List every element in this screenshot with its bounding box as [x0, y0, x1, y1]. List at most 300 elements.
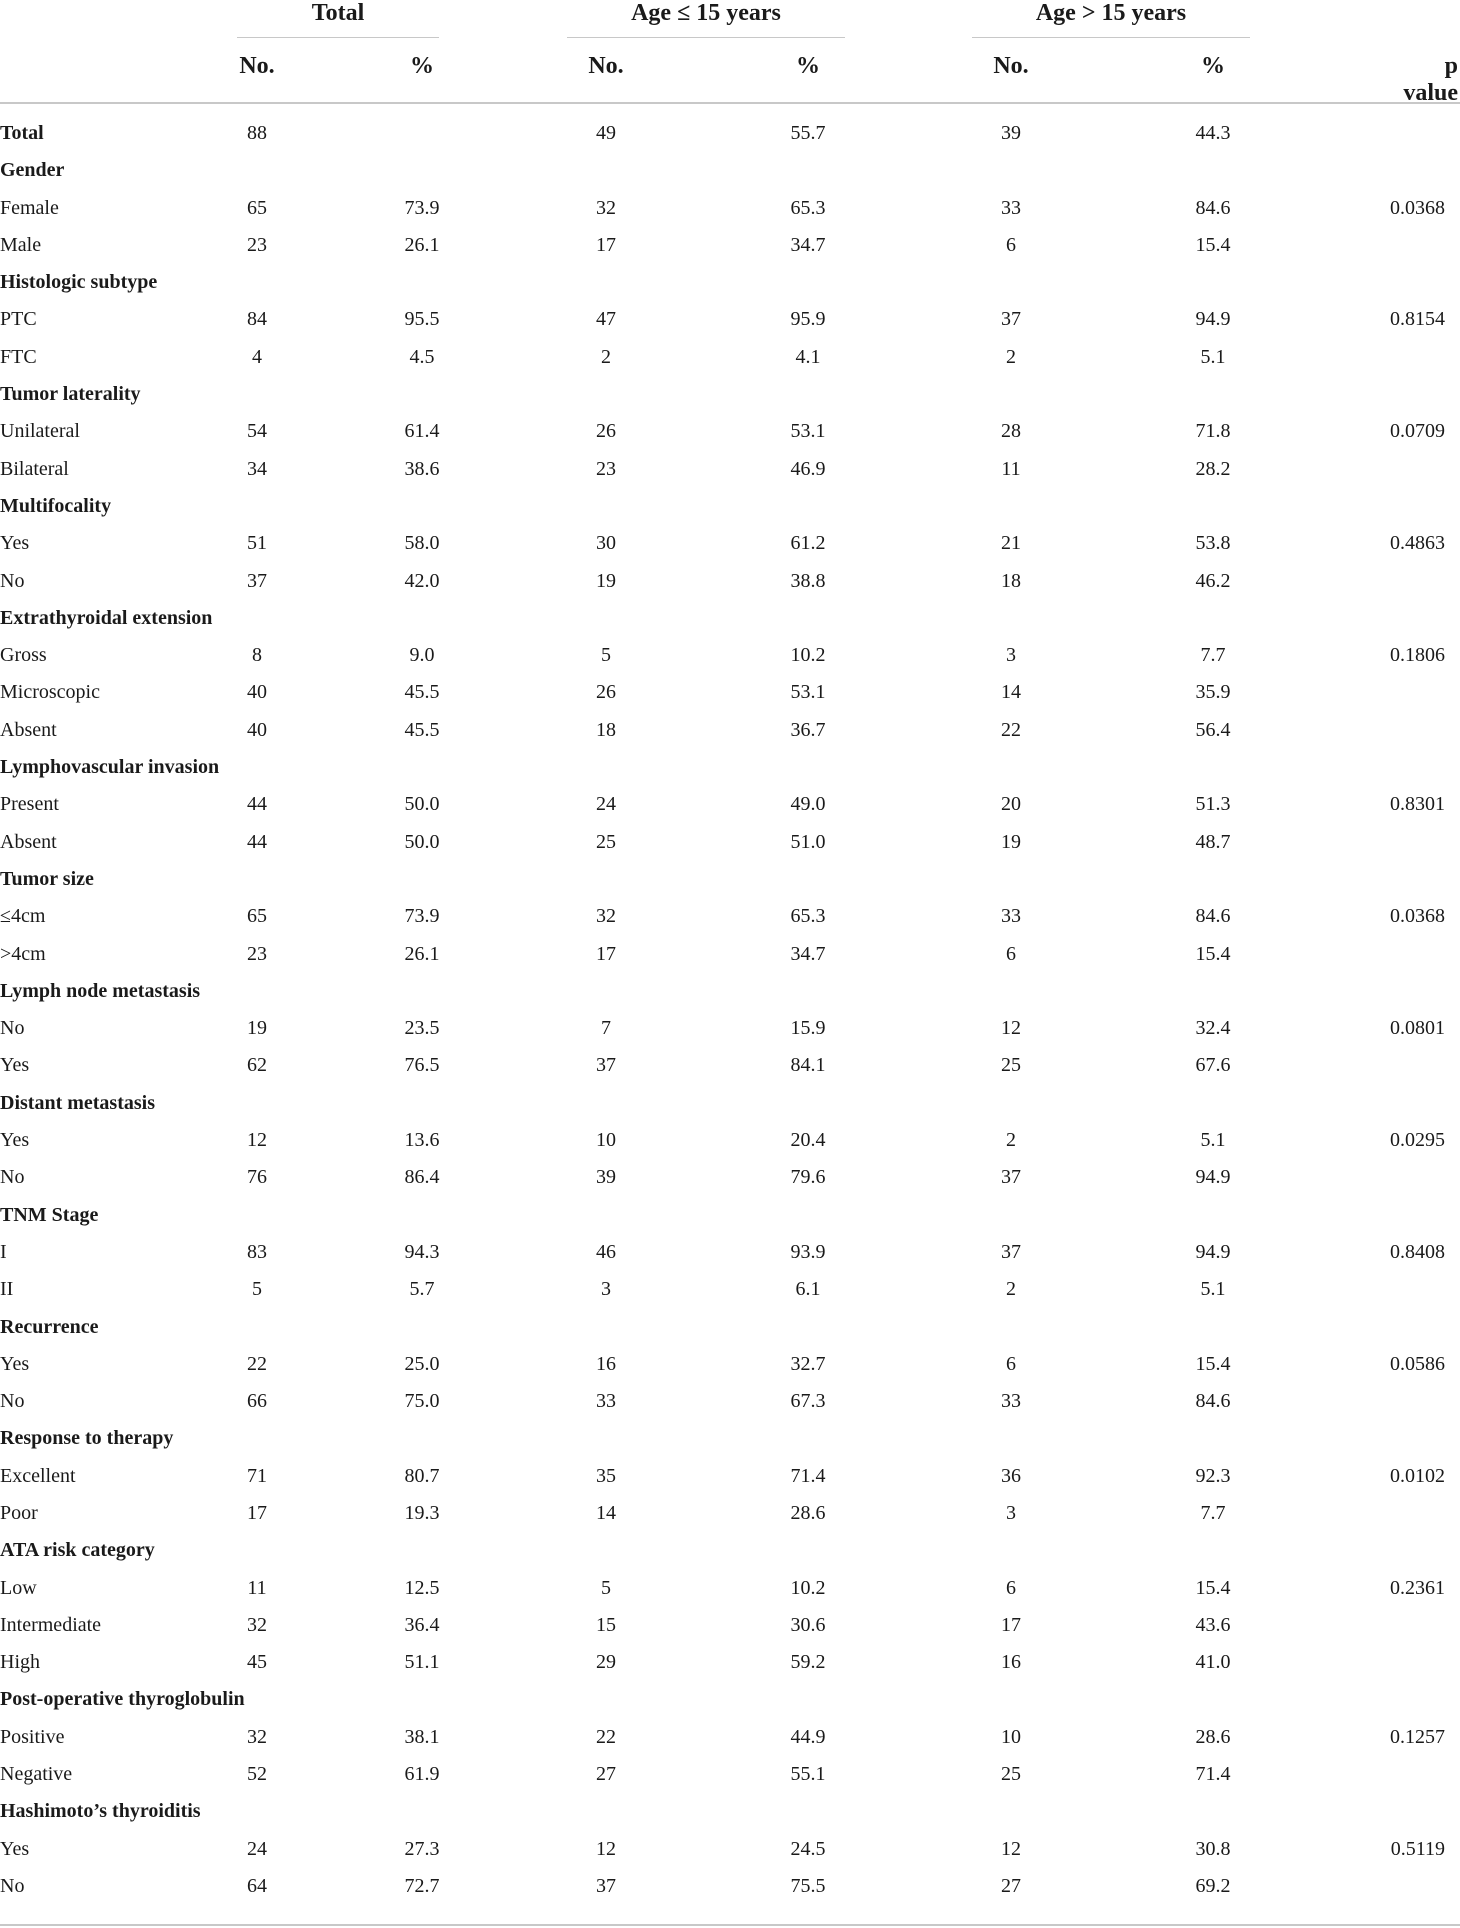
cell-total-pct: 38.1 [404, 1725, 440, 1748]
cell-old-no: 2 [1006, 1278, 1016, 1301]
cell-young-no: 10 [596, 1129, 616, 1152]
cell-young-pct: 4.1 [795, 345, 821, 368]
category-row [0, 1309, 1460, 1346]
cell-total-pct: 75.0 [404, 1390, 440, 1413]
cell-old-pct: 71.4 [1195, 1763, 1231, 1786]
cell-p-value: 0.0709 [1390, 420, 1445, 443]
cell-total-pct: 4.5 [409, 345, 435, 368]
cell-total-pct: 12.5 [404, 1576, 440, 1599]
cell-p-value: 0.0586 [1390, 1352, 1445, 1375]
cell-total-pct: 19.3 [404, 1501, 440, 1524]
table-row [0, 637, 1460, 674]
category-row [0, 1197, 1460, 1234]
header-young-pct: % [796, 53, 820, 79]
table-row [0, 786, 1460, 823]
row-label: Total [0, 122, 44, 144]
header-old-pct: % [1201, 53, 1225, 79]
cell-young-no: 32 [596, 196, 616, 219]
row-label: Female [0, 196, 59, 219]
category-row [0, 1420, 1460, 1457]
cell-total-pct: 61.9 [404, 1763, 440, 1786]
cell-total-no: 84 [247, 308, 267, 331]
cell-young-no: 37 [596, 1874, 616, 1897]
table-row [0, 1719, 1460, 1756]
cell-young-pct: 65.3 [790, 196, 826, 219]
cell-total-no: 83 [247, 1240, 267, 1263]
cell-young-pct: 34.7 [790, 942, 826, 965]
cell-old-no: 14 [1001, 681, 1021, 704]
row-label: Absent [0, 830, 57, 853]
cell-total-pct: 45.5 [404, 681, 440, 704]
cell-total-no: 24 [247, 1837, 267, 1860]
cell-old-pct: 46.2 [1195, 569, 1231, 592]
category-label: Lymphovascular invasion [0, 756, 220, 779]
row-label: ≤4cm [0, 905, 46, 928]
cell-young-pct: 61.2 [790, 532, 826, 555]
row-label: High [0, 1651, 40, 1674]
cell-young-no: 23 [596, 457, 616, 480]
cell-old-no: 37 [1001, 308, 1021, 331]
category-row [0, 1085, 1460, 1122]
cell-old-pct: 15.4 [1195, 1352, 1231, 1375]
cell-old-pct: 32.4 [1195, 1017, 1231, 1040]
cell-young-no: 39 [596, 1166, 616, 1189]
cell-young-pct: 53.1 [790, 420, 826, 443]
category-row [0, 152, 1460, 189]
category-label: Hashimoto’s thyroiditis [0, 1800, 201, 1823]
header-total-pct: % [410, 53, 434, 79]
table-row [0, 413, 1460, 450]
cell-total-pct: 95.5 [404, 308, 440, 331]
cell-old-no: 37 [1001, 1166, 1021, 1189]
cell-young-pct: 10.2 [790, 644, 826, 667]
row-label: I [0, 1240, 7, 1263]
table-row [0, 1383, 1460, 1420]
category-label: Response to therapy [0, 1427, 174, 1450]
table-row [0, 563, 1460, 600]
cell-total-no: 12 [247, 1129, 267, 1152]
cell-total-pct: 61.4 [404, 420, 440, 443]
cell-total-pct: 42.0 [404, 569, 440, 592]
cell-p-value: 0.8301 [1390, 793, 1445, 816]
row-label: Positive [0, 1725, 65, 1748]
cell-total-no: 62 [247, 1054, 267, 1077]
cell-young-no: 35 [596, 1464, 616, 1487]
cell-young-no: 24 [596, 793, 616, 816]
cell-total-pct: 25.0 [404, 1352, 440, 1375]
cell-old-pct: 92.3 [1195, 1464, 1231, 1487]
row-label: No [0, 1390, 25, 1413]
cell-young-pct: 84.1 [790, 1054, 826, 1077]
table-row [0, 712, 1460, 749]
cell-total-no: 44 [247, 793, 267, 816]
category-row [0, 973, 1460, 1010]
cell-young-pct: 49.0 [790, 793, 826, 816]
table-row [0, 227, 1460, 264]
cell-total-no: 45 [247, 1651, 267, 1674]
table-row [0, 1122, 1460, 1159]
cell-p-value: 0.1806 [1390, 644, 1445, 667]
cell-old-pct: 48.7 [1195, 830, 1231, 853]
cell-old-pct: 94.9 [1195, 1240, 1231, 1263]
cell-total-no: 11 [247, 1576, 267, 1599]
cell-p-value: 0.4863 [1390, 532, 1445, 555]
cell-young-pct: 34.7 [790, 233, 826, 256]
cell-old-no: 20 [1001, 793, 1021, 816]
cell-total-no: 40 [247, 718, 267, 741]
row-label: Yes [0, 1837, 30, 1860]
row-label: No [0, 1874, 25, 1897]
cell-old-no: 6 [1006, 233, 1016, 256]
cell-old-pct: 69.2 [1195, 1874, 1231, 1897]
cell-old-pct: 5.1 [1200, 1129, 1226, 1152]
cell-total-no: 17 [247, 1501, 267, 1524]
cell-total-pct: 23.5 [404, 1017, 440, 1040]
cell-young-pct: 65.3 [790, 905, 826, 928]
header-group-total-line [237, 37, 439, 38]
cell-young-no: 7 [601, 1017, 611, 1040]
cell-total-pct: 38.6 [404, 457, 440, 480]
cell-old-pct: 30.8 [1195, 1837, 1231, 1860]
table-row [0, 936, 1460, 973]
cell-old-no: 39 [1001, 122, 1021, 144]
table-row [0, 301, 1460, 338]
category-row [0, 749, 1460, 786]
table-row [0, 1159, 1460, 1196]
row-label: Yes [0, 532, 30, 555]
cell-total-no: 71 [247, 1464, 267, 1487]
row-label: No [0, 569, 25, 592]
cell-old-no: 11 [1001, 457, 1021, 480]
cell-young-pct: 20.4 [790, 1129, 826, 1152]
cell-p-value: 0.8408 [1390, 1240, 1445, 1263]
category-row [0, 264, 1460, 301]
cell-total-no: 8 [252, 644, 262, 667]
category-row [0, 1793, 1460, 1830]
cell-old-pct: 43.6 [1195, 1613, 1231, 1636]
cell-young-no: 3 [601, 1278, 611, 1301]
cell-old-no: 2 [1006, 345, 1016, 368]
cell-old-pct: 53.8 [1195, 532, 1231, 555]
table-row [0, 674, 1460, 711]
cell-total-pct: 51.1 [404, 1651, 440, 1674]
cell-old-no: 12 [1001, 1837, 1021, 1860]
cell-p-value: 0.2361 [1390, 1576, 1445, 1599]
cell-total-no: 54 [247, 420, 267, 443]
cell-total-no: 51 [247, 532, 267, 555]
cell-young-pct: 6.1 [795, 1278, 821, 1301]
cell-young-pct: 38.8 [790, 569, 826, 592]
cell-young-no: 5 [601, 644, 611, 667]
cell-young-no: 30 [596, 532, 616, 555]
cell-old-no: 2 [1006, 1129, 1016, 1152]
cell-young-pct: 46.9 [790, 457, 826, 480]
category-label: Distant metastasis [0, 1091, 155, 1114]
cell-old-pct: 84.6 [1195, 1390, 1231, 1413]
cell-old-no: 6 [1006, 942, 1016, 965]
cell-total-no: 76 [247, 1166, 267, 1189]
cell-total-no: 5 [252, 1278, 262, 1301]
cell-young-pct: 24.5 [790, 1837, 826, 1860]
row-label: >4cm [0, 942, 46, 965]
category-label: Gender [0, 159, 65, 182]
cell-total-pct: 58.0 [404, 532, 440, 555]
cell-old-pct: 71.8 [1195, 420, 1231, 443]
cell-old-no: 6 [1006, 1352, 1016, 1375]
cell-total-pct: 72.7 [404, 1874, 440, 1897]
cell-p-value: 0.0295 [1390, 1129, 1445, 1152]
cell-young-pct: 59.2 [790, 1651, 826, 1674]
cell-young-no: 37 [596, 1054, 616, 1077]
table-row [0, 1047, 1460, 1084]
cell-young-no: 5 [601, 1576, 611, 1599]
category-label: TNM Stage [0, 1203, 99, 1226]
cell-p-value: 0.0102 [1390, 1464, 1445, 1487]
cell-total-pct: 94.3 [404, 1240, 440, 1263]
cell-total-no: 23 [247, 942, 267, 965]
cell-young-no: 29 [596, 1651, 616, 1674]
cell-young-no: 27 [596, 1763, 616, 1786]
cell-total-no: 52 [247, 1763, 267, 1786]
cell-total-pct: 76.5 [404, 1054, 440, 1077]
cell-old-pct: 15.4 [1195, 1576, 1231, 1599]
cell-young-pct: 30.6 [790, 1613, 826, 1636]
cell-total-pct: 26.1 [404, 942, 440, 965]
category-label: Tumor laterality [0, 383, 141, 406]
cell-total-pct: 73.9 [404, 196, 440, 219]
cell-total-pct: 50.0 [404, 830, 440, 853]
cell-total-pct: 86.4 [404, 1166, 440, 1189]
row-label: FTC [0, 345, 37, 368]
cell-old-no: 21 [1001, 532, 1021, 555]
header-rule [0, 102, 1460, 104]
cell-total-no: 4 [252, 345, 262, 368]
cell-total-no: 32 [247, 1613, 267, 1636]
cell-old-no: 33 [1001, 1390, 1021, 1413]
category-row [0, 600, 1460, 637]
table-row [0, 1346, 1460, 1383]
cell-young-no: 17 [596, 942, 616, 965]
cell-total-no: 44 [247, 830, 267, 853]
cell-old-no: 3 [1006, 1501, 1016, 1524]
header-group-age-le-15-line [567, 37, 845, 38]
table-row [0, 1644, 1460, 1681]
table-row [0, 1570, 1460, 1607]
cell-young-no: 2 [601, 345, 611, 368]
table-row [0, 1831, 1460, 1868]
table-row [0, 1495, 1460, 1532]
cell-total-pct: 50.0 [404, 793, 440, 816]
cell-total-no: 23 [247, 233, 267, 256]
category-row [0, 1532, 1460, 1569]
cell-young-no: 14 [596, 1501, 616, 1524]
cell-total-pct: 36.4 [404, 1613, 440, 1636]
cell-young-no: 26 [596, 420, 616, 443]
cell-total-pct: 27.3 [404, 1837, 440, 1860]
cell-total-no: 22 [247, 1352, 267, 1375]
cell-old-no: 19 [1001, 830, 1021, 853]
row-label: Excellent [0, 1464, 76, 1487]
category-row [0, 376, 1460, 413]
cell-old-no: 10 [1001, 1725, 1021, 1748]
cell-old-pct: 28.2 [1195, 457, 1231, 480]
cell-young-pct: 32.7 [790, 1352, 826, 1375]
cell-old-no: 33 [1001, 196, 1021, 219]
cell-young-pct: 10.2 [790, 1576, 826, 1599]
row-label: Unilateral [0, 420, 80, 443]
cell-young-pct: 95.9 [790, 308, 826, 331]
cell-young-pct: 28.6 [790, 1501, 826, 1524]
row-label: Intermediate [0, 1613, 102, 1636]
cell-old-no: 22 [1001, 718, 1021, 741]
cell-p-value: 0.1257 [1390, 1725, 1445, 1748]
cell-young-pct: 67.3 [790, 1390, 826, 1413]
row-label: Male [0, 233, 42, 256]
category-label: Histologic subtype [0, 271, 158, 294]
row-label: Microscopic [0, 681, 100, 704]
table-row [0, 525, 1460, 562]
cell-young-pct: 75.5 [790, 1874, 826, 1897]
row-label: II [0, 1278, 14, 1301]
table-bottom-rule [0, 1924, 1460, 1926]
row-label: Low [0, 1576, 37, 1599]
table-row [0, 824, 1460, 861]
category-label: Multifocality [0, 494, 112, 517]
cell-total-pct: 73.9 [404, 905, 440, 928]
category-label: Tumor size [0, 867, 94, 890]
cell-total-no: 88 [247, 122, 267, 144]
header-group-age-gt-15-line [972, 37, 1250, 38]
category-label: ATA risk category [0, 1539, 155, 1562]
cell-total-pct: 80.7 [404, 1464, 440, 1487]
cell-old-pct: 67.6 [1195, 1054, 1231, 1077]
cell-total-pct: 9.0 [409, 644, 435, 667]
row-label: Gross [0, 644, 47, 667]
header-group-total: Total [311, 0, 365, 26]
cell-old-no: 28 [1001, 420, 1021, 443]
category-label: Recurrence [0, 1315, 99, 1338]
table-row [0, 1271, 1460, 1308]
table-row [0, 1234, 1460, 1271]
category-label: Post-operative thyroglobulin [0, 1688, 245, 1711]
cell-young-no: 33 [596, 1390, 616, 1413]
cell-young-no: 32 [596, 905, 616, 928]
cell-p-value: 0.8154 [1390, 308, 1445, 331]
row-label: PTC [0, 308, 37, 331]
cell-old-pct: 7.7 [1200, 1501, 1226, 1524]
category-row [0, 488, 1460, 525]
cell-young-pct: 53.1 [790, 681, 826, 704]
cell-p-value: 0.5119 [1390, 1837, 1445, 1860]
cell-young-no: 18 [596, 718, 616, 741]
cell-old-no: 25 [1001, 1763, 1021, 1786]
cell-old-pct: 84.6 [1195, 905, 1231, 928]
table-row [0, 451, 1460, 488]
cell-young-no: 49 [596, 122, 616, 144]
cell-young-no: 25 [596, 830, 616, 853]
cell-old-pct: 41.0 [1195, 1651, 1231, 1674]
row-label: Yes [0, 1129, 30, 1152]
cell-old-pct: 5.1 [1200, 1278, 1226, 1301]
cell-p-value: 0.0368 [1390, 905, 1445, 928]
cell-total-no: 66 [247, 1390, 267, 1413]
cell-old-no: 17 [1001, 1613, 1021, 1636]
cell-total-pct: 45.5 [404, 718, 440, 741]
row-label: Bilateral [0, 457, 69, 480]
cell-old-pct: 15.4 [1195, 942, 1231, 965]
cell-old-pct: 94.9 [1195, 1166, 1231, 1189]
cell-old-pct: 5.1 [1200, 345, 1226, 368]
cell-young-pct: 93.9 [790, 1240, 826, 1263]
header-group-age-le-15: Age ≤ 15 years [631, 0, 781, 26]
table-row [0, 1458, 1460, 1495]
row-label: No [0, 1017, 25, 1040]
row-label: Present [0, 793, 59, 816]
cell-total-no: 64 [247, 1874, 267, 1897]
cell-young-no: 22 [596, 1725, 616, 1748]
cell-p-value: 0.0368 [1390, 196, 1445, 219]
row-label: No [0, 1166, 25, 1189]
cell-old-no: 27 [1001, 1874, 1021, 1897]
cell-total-no: 32 [247, 1725, 267, 1748]
cell-total-no: 19 [247, 1017, 267, 1040]
cell-old-pct: 28.6 [1195, 1725, 1231, 1748]
header-young-no: No. [588, 53, 624, 79]
cell-old-pct: 84.6 [1195, 196, 1231, 219]
category-label: Lymph node metastasis [0, 979, 201, 1002]
cell-old-pct: 35.9 [1195, 681, 1231, 704]
row-label: Yes [0, 1352, 30, 1375]
cell-old-no: 3 [1006, 644, 1016, 667]
cell-total-pct: 5.7 [409, 1278, 435, 1301]
cell-young-pct: 79.6 [790, 1166, 826, 1189]
category-label: Extrathyroidal extension [0, 606, 213, 629]
cell-young-no: 16 [596, 1352, 616, 1375]
table-body [0, 115, 1460, 1905]
cell-young-no: 19 [596, 569, 616, 592]
cell-old-no: 16 [1001, 1651, 1021, 1674]
cell-total-pct: 26.1 [404, 233, 440, 256]
cell-young-no: 15 [596, 1613, 616, 1636]
cell-old-pct: 94.9 [1195, 308, 1231, 331]
table-row [0, 1756, 1460, 1793]
cell-old-no: 12 [1001, 1017, 1021, 1040]
table-row [0, 1607, 1460, 1644]
row-label: Yes [0, 1054, 30, 1077]
row-label: Poor [0, 1501, 38, 1524]
header-p-value: p value [1403, 53, 1459, 106]
cell-total-pct: 13.6 [404, 1129, 440, 1152]
cell-old-no: 33 [1001, 905, 1021, 928]
cell-young-pct: 55.1 [790, 1763, 826, 1786]
cell-old-pct: 7.7 [1200, 644, 1226, 667]
cell-young-no: 46 [596, 1240, 616, 1263]
header-old-no: No. [993, 53, 1029, 79]
cell-old-pct: 56.4 [1195, 718, 1231, 741]
cell-young-pct: 55.7 [790, 122, 826, 144]
cell-old-no: 25 [1001, 1054, 1021, 1077]
category-row [0, 1681, 1460, 1718]
cell-old-no: 36 [1001, 1464, 1021, 1487]
cell-young-pct: 71.4 [790, 1464, 826, 1487]
category-row [0, 861, 1460, 898]
table-row [0, 1868, 1460, 1905]
cell-old-no: 37 [1001, 1240, 1021, 1263]
cell-old-pct: 51.3 [1195, 793, 1231, 816]
cell-total-no: 37 [247, 569, 267, 592]
cell-old-pct: 44.3 [1195, 122, 1231, 144]
cell-young-no: 17 [596, 233, 616, 256]
